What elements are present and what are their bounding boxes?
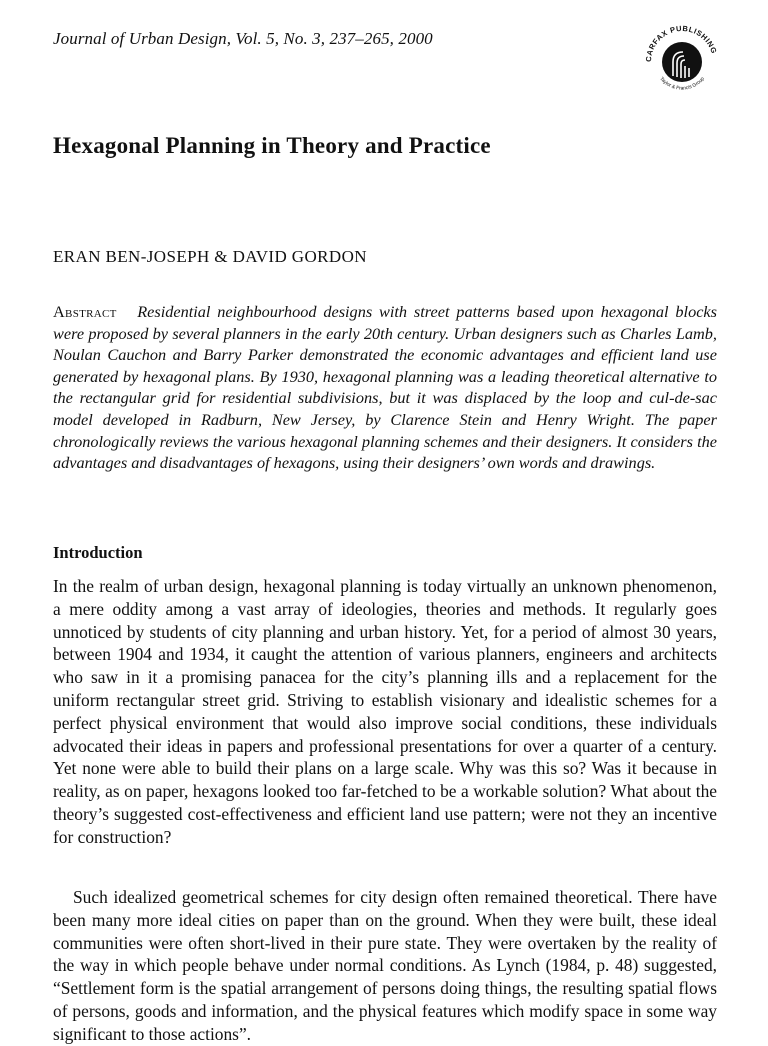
journal-citation: Journal of Urban Design, Vol. 5, No. 3, 237–265, 2000	[53, 29, 433, 48]
abstract-label: Abstract	[53, 302, 117, 321]
body-paragraph: In the realm of urban design, hexagonal planning is today virtually an unknown phenomenon, a mere oddity among a vast array of ideologies, theories and methods. It regularly goes unnoticed by students of city planning and urban history. Yet, for a period of almost 30 years, between 1904 and 1934, it caught the attention of various planners, engineers and architects who saw in it a promising panacea for the city’s planning ills and a replacement for the uniform rectangular street grid. Striving to establish visionary and idealistic schemes for a perfect physical environment that would also improve social conditions, these individuals advocated their ideas in papers and professional presentations for over a quarter of a century. Yet none were able to build their plans on a large scale. Why was this so? Was it because in reality, as on paper, hexagons looked too far-fetched to be a workable solution? What about the theory’s suggested cost-effectiveness and efficient land use pattern; were not they an incentive for construction?	[53, 576, 717, 847]
article-title: Hexagonal Planning in Theory and Practice	[53, 133, 491, 158]
body-paragraph: Such idealized geometrical schemes for city design often remained theoretical. There have been many more ideal cities on paper than on the ground. When they were built, these ideal communities were often short-lived in their pure state. They were overtaken by the reality of the way in which people behave under normal conditions. As Lynch (1984, p. 48) suggested, “Settlement form is the spatial arrangement of persons doing things, the resulting spatial flows of persons, goods and information, and the physical features which modify space in some way significant to those actions”.	[53, 887, 717, 1044]
publisher-logo	[642, 22, 722, 102]
logo-bottom-text: Taylor & Francis Group	[658, 76, 706, 92]
article-authors: ERAN BEN-JOSEPH & DAVID GORDON	[53, 247, 367, 266]
logo-top-text: CARFAX PUBLISHING	[643, 23, 719, 63]
section-heading-introduction: Introduction	[53, 543, 143, 562]
abstract-text: Residential neighbourhood designs with street patterns based upon hexagonal blocks were proposed by several planners in the early 20th century. Urban designers such as Charles Lamb, Noulan Cauchon and Barry Parker demonstrated the economic advantages and efficient land use generated by hexagonal plans. By 1930, hexagonal planning was a leading theoretical alternative to the rectangular grid for residential subdivisions, but it was displaced by the loop and cul-de-sac model developed in Radburn, New Jersey, by Clarence Stein and Henry Wright. The paper chronologically reviews the various hexagonal planning schemes and their designers. It considers the advantages and disadvantages of hexagons, using their designers’ own words and drawings.	[53, 302, 717, 473]
abstract	[53, 301, 717, 474]
